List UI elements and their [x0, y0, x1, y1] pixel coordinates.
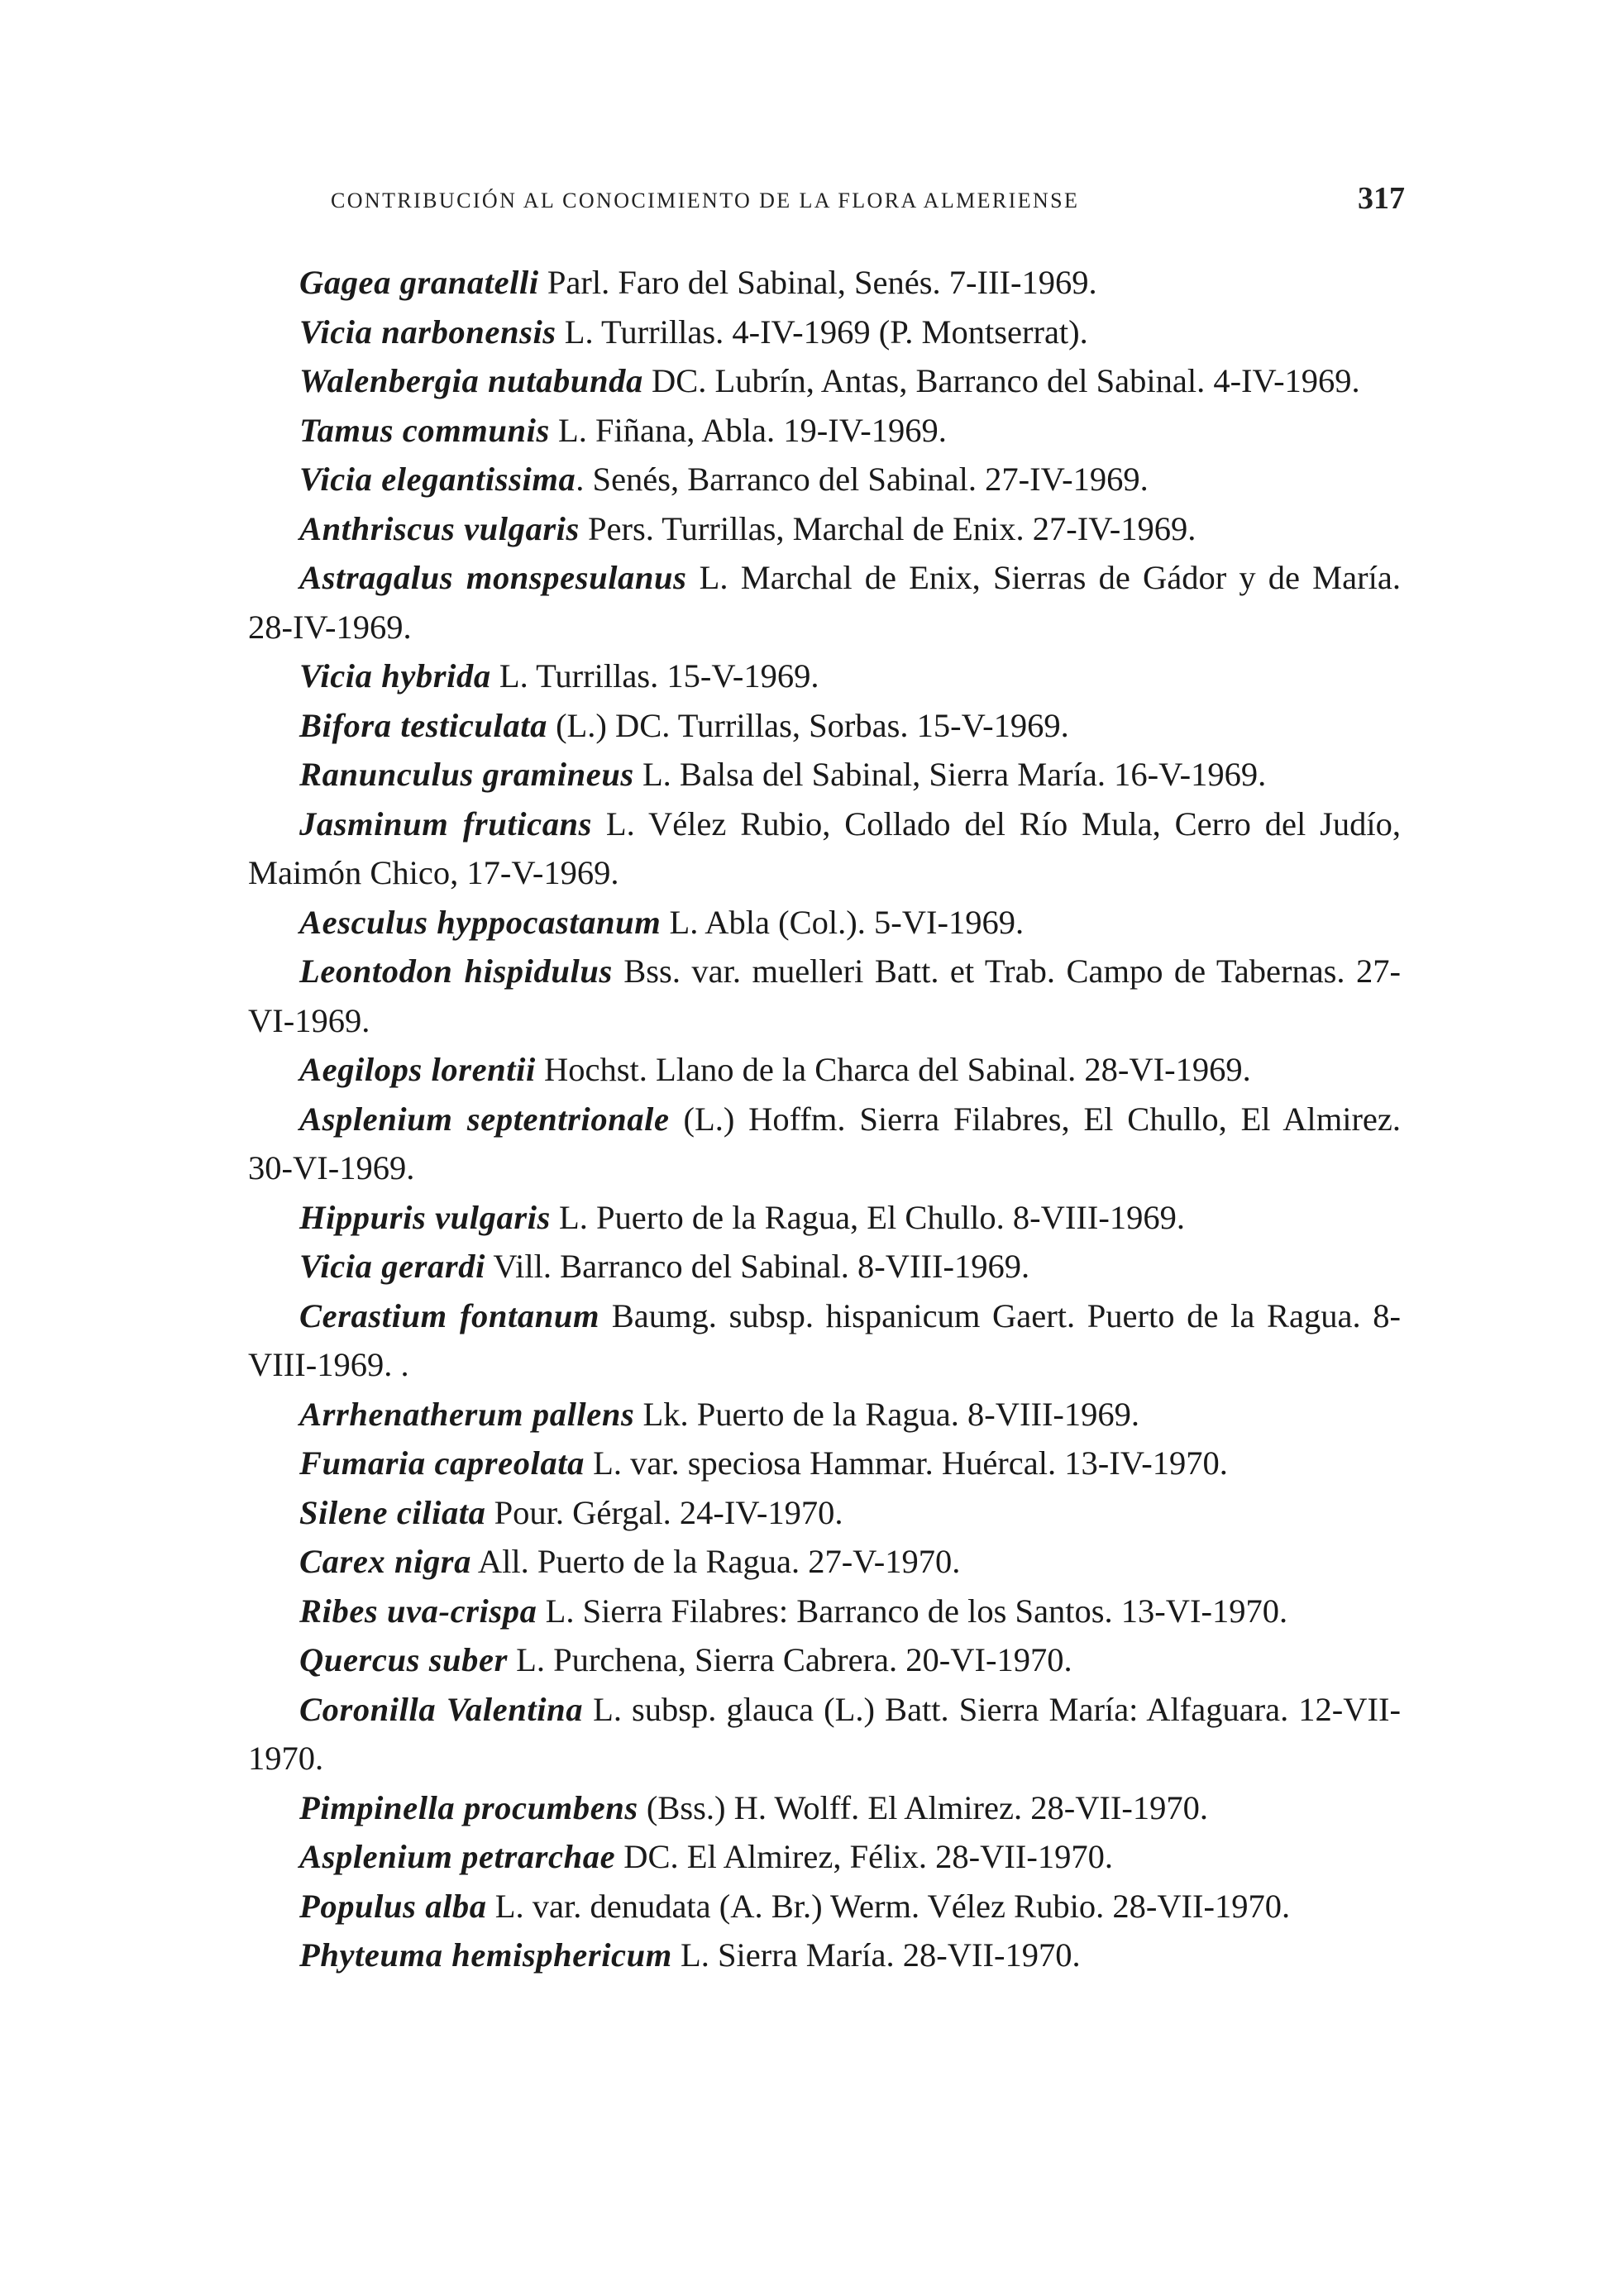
taxon-name: Asplenium petrarchae [299, 1838, 616, 1875]
entry-details: DC. El Almirez, Félix. 28-VII-1970. [615, 1838, 1113, 1875]
entry-details: L. var. speciosa Hammar. Huércal. 13-IV-1970. [584, 1444, 1228, 1482]
species-entry [248, 1390, 1401, 1439]
species-entry [248, 308, 1401, 357]
species-entry [248, 800, 1401, 898]
taxon-name: Cerastium fontanum [299, 1296, 600, 1334]
taxon-name: Walenbergia nutabunda [299, 362, 643, 399]
taxon-name: Bifora testiculata [299, 706, 547, 744]
entry-details: L. Balsa del Sabinal, Sierra María. 16-V-1969. [633, 756, 1267, 793]
taxon-name: Aesculus hyppocastanum [299, 903, 662, 941]
taxon-name: Gagea granatelli [299, 264, 539, 301]
taxon-name: Hippuris vulgaris [299, 1198, 551, 1236]
species-entry [248, 1931, 1401, 1980]
entry-details: DC. Lubrín, Antas, Barranco del Sabinal. 4-IV-1969. [642, 362, 1360, 399]
entry-details: All. Puerto de la Ragua. 27-V-1970. [471, 1543, 961, 1580]
species-entry [248, 1439, 1401, 1488]
taxon-name: Coronilla Valentina [299, 1690, 584, 1728]
entry-details: Bss. var. muelleri Batt. et Trab. Campo de Tabernas. 27-VI-1969. [248, 952, 1401, 1039]
species-entry [248, 258, 1401, 308]
species-entry [248, 1783, 1401, 1833]
species-entry [248, 455, 1401, 504]
taxon-name: Quercus suber [299, 1641, 508, 1678]
species-entry [248, 1095, 1401, 1193]
entry-details: L. Vélez Rubio, Collado del Río Mula, Cerro del Judío, Maimón Chico, 17-V-1969. [248, 804, 1401, 891]
entry-details: Pour. Gérgal. 24-IV-1970. [485, 1493, 843, 1531]
taxon-name: Tamus communis [299, 411, 550, 449]
taxon-name: Ranunculus gramineus [299, 756, 634, 793]
taxon-name: Ribes uva-crispa [299, 1592, 537, 1630]
entry-details: . Senés, Barranco del Sabinal. 27-IV-1969. [576, 461, 1149, 498]
entry-details: Pers. Turrillas, Marchal de Enix. 27-IV-1969. [579, 509, 1197, 547]
species-entry [248, 1832, 1401, 1882]
species-entry [248, 947, 1401, 1045]
entry-details: L. Purchena, Sierra Cabrera. 20-VI-1970. [507, 1641, 1072, 1678]
species-entry [248, 1045, 1401, 1095]
species-entry [248, 1685, 1401, 1783]
entry-details: L. Marchal de Enix, Sierras de Gádor y de María. 28-IV-1969. [248, 559, 1401, 646]
species-entry [248, 1635, 1401, 1685]
taxon-name: Asplenium septentrionale [299, 1100, 670, 1138]
species-entry [248, 1193, 1401, 1243]
species-entry [248, 406, 1401, 456]
taxon-name: Populus alba [299, 1887, 487, 1925]
species-entry [248, 1537, 1401, 1587]
entry-details: L. Sierra María. 28-VII-1970. [671, 1936, 1081, 1974]
taxon-name: Phyteuma hemisphericum [299, 1936, 672, 1974]
species-entry [248, 898, 1401, 948]
entry-details: L. subsp. glauca (L.) Batt. Sierra María: Alfaguara. 12-VII-1970. [248, 1690, 1401, 1777]
entry-details: Hochst. Llano de la Charca del Sabinal. 28-VI-1969. [535, 1051, 1251, 1088]
taxon-name: Aegilops lorentii [299, 1051, 536, 1088]
species-entry [248, 1882, 1401, 1931]
taxon-name: Pimpinella procumbens [299, 1788, 638, 1826]
species-entry [248, 1242, 1401, 1291]
page-number: 317 [1358, 181, 1405, 216]
taxon-name: Vicia gerardi [299, 1248, 485, 1285]
entry-details: L. Sierra Filabres: Barranco de los Santos. 13-VI-1970. [537, 1592, 1288, 1630]
species-entry [248, 553, 1401, 652]
entry-details: Parl. Faro del Sabinal, Senés. 7-III-1969. [538, 264, 1097, 301]
species-entry [248, 1488, 1401, 1538]
entry-details: L. Puerto de la Ragua, El Chullo. 8-VIII-1969. [550, 1198, 1185, 1236]
species-entry [248, 1587, 1401, 1636]
taxon-name: Leontodon hispidulus [299, 952, 613, 990]
species-entry [248, 652, 1401, 701]
species-entry [248, 701, 1401, 751]
species-entry [248, 504, 1401, 554]
entry-details: L. Turrillas. 15-V-1969. [490, 657, 819, 695]
taxon-name: Jasminum fruticans [299, 804, 593, 843]
entry-details: (L.) Hoffm. Sierra Filabres, El Chullo, El Almirez. 30-VI-1969. [248, 1100, 1402, 1186]
taxon-name: Vicia hybrida [299, 657, 491, 695]
entry-details: Lk. Puerto de la Ragua. 8-VIII-1969. [634, 1395, 1140, 1433]
entry-details: Baumg. subsp. hispanicum Gaert. Puerto de la Ragua. 8-VIII-1969. . [248, 1296, 1401, 1383]
entry-details: L. var. denudata (A. Br.) Werm. Vélez Rubio. 28-VII-1970. [486, 1887, 1291, 1925]
taxon-name: Arrhenatherum pallens [299, 1395, 635, 1433]
taxon-name: Fumaria capreolata [299, 1444, 585, 1482]
species-entry [248, 750, 1401, 800]
entry-details: L. Turrillas. 4-IV-1969 (P. Montserrat). [556, 313, 1088, 351]
entry-details: (Bss.) H. Wolff. El Almirez. 28-VII-1970. [638, 1788, 1209, 1826]
taxon-name: Silene ciliata [299, 1493, 486, 1531]
species-list [248, 258, 1401, 1980]
species-entry [248, 1291, 1401, 1390]
entry-details: L. Fiñana, Abla. 19-IV-1969. [549, 411, 947, 449]
entry-details: (L.) DC. Turrillas, Sorbas. 15-V-1969. [547, 706, 1069, 744]
entry-details: L. Abla (Col.). 5-VI-1969. [661, 903, 1025, 941]
species-entry [248, 356, 1401, 406]
entry-details: Vill. Barranco del Sabinal. 8-VIII-1969. [485, 1248, 1030, 1285]
taxon-name: Vicia elegantissima [299, 461, 576, 498]
taxon-name: Vicia narbonensis [299, 313, 556, 351]
taxon-name: Anthriscus vulgaris [299, 509, 580, 547]
taxon-name: Astragalus monspesulanus [299, 559, 687, 596]
taxon-name: Carex nigra [299, 1543, 472, 1580]
running-head: CONTRIBUCIÓN AL CONOCIMIENTO DE LA FLORA ALMERIENSE [331, 189, 1080, 212]
